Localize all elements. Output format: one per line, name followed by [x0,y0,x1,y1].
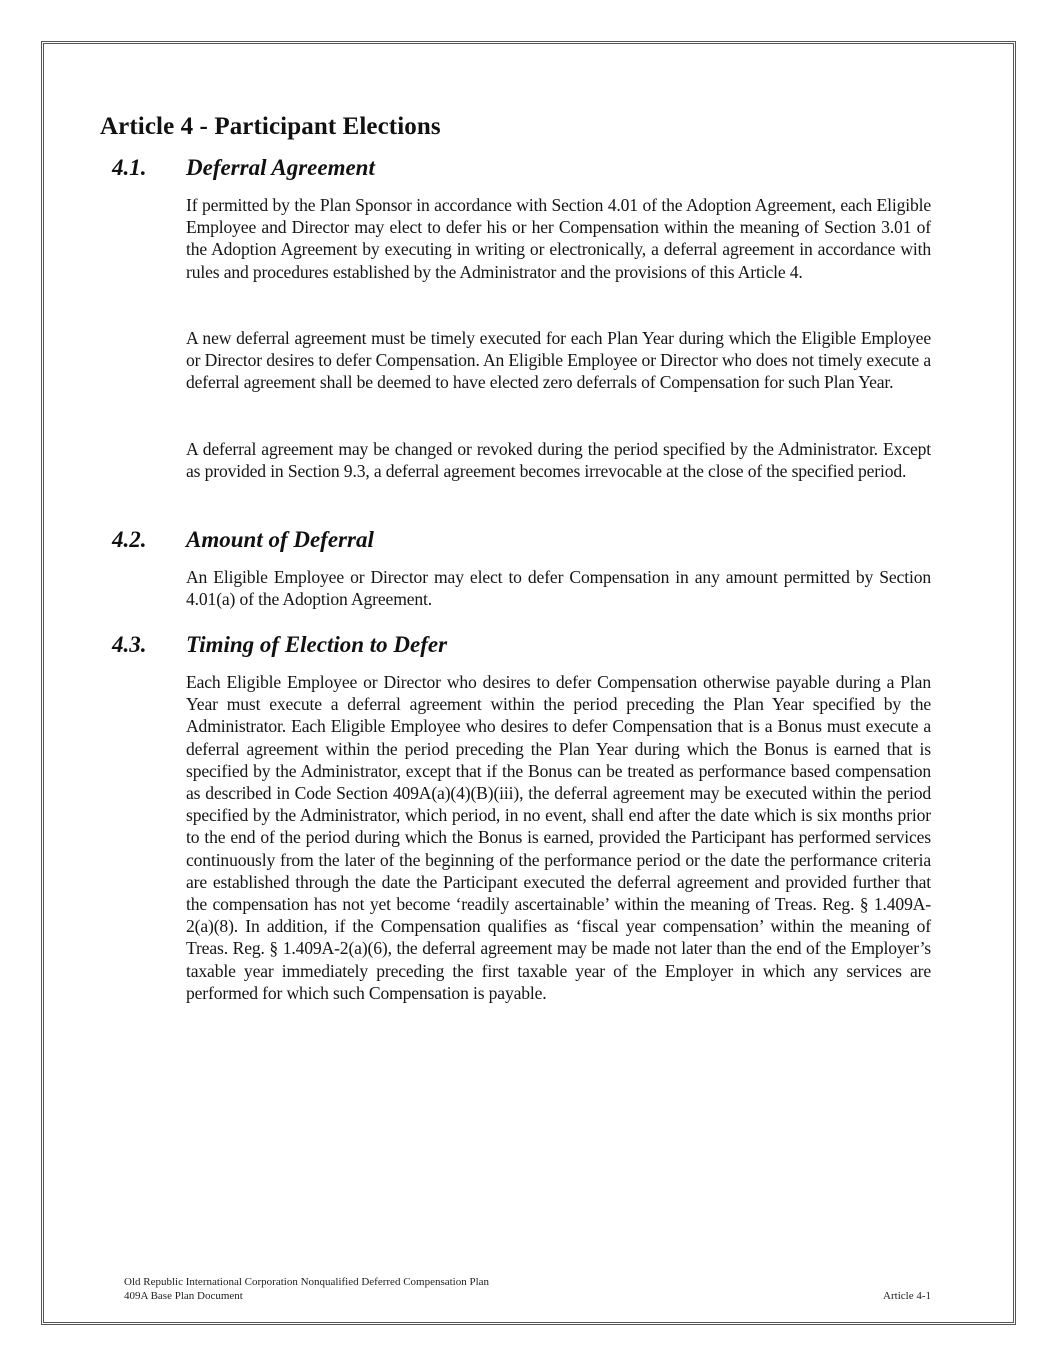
paragraph-4-2-a: An Eligible Employee or Director may elect to defer Compensation in any amount permitted by Section 4.01(a) of the Adoption Agreement. [186,567,931,610]
paragraph-4-1-a: If permitted by the Plan Sponsor in accordance with Section 4.01 of the Adoption Agreement, each Eligible Employee and Director may elect to defer his or her Compensation within the meaning of Section 3.01 of the Adoption Agreement by executing in writing or electronically, a deferral agreement in accordance with rules and procedures established by the Administrator and the provisions of this Article 4. [186,195,931,282]
document-title: Article 4 - Participant Elections [100,113,441,140]
section-number: 4.3. [112,632,147,657]
footer-plan-name: Old Republic International Corporation Nonqualified Deferred Compensation Plan [124,1276,490,1288]
section-title: Timing of Election to Defer [186,632,448,657]
footer-page-number: Article 4-1 [883,1290,931,1302]
section-number: 4.1. [112,155,147,180]
paragraph-4-3-a: Each Eligible Employee or Director who desires to defer Compensation otherwise payable during a Plan Year must execute a deferral agreement within the period preceding the Plan Year specified by the Administrator. Each Eligible Employee who desires to defer Compensation that is a Bonus must execute a deferral agreement within the period preceding the Plan Year during which the Bonus is earned that is specified by the Administrator, except that if the Bonus can be treated as performance based compensation as described in Code Section 409A(a)(4)(B)(iii), the deferral agreement may be executed within the period specified by the Administrator, which period, in no event, shall end after the date which is six months prior to the end of the period during which the Bonus is earned, provided the Participant has performed services continuously from the later of the beginning of the performance period or the date the performance criteria are established through the date the Participant executed the deferral agreement and provided further that the compensation has not yet become ‘readily ascertainable’ within the meaning of Treas. Reg. § 1.409A-2(a)(8). In addition, if the Compensation qualifies as ‘fiscal year compensation’ within the meaning of Treas. Reg. § 1.409A-2(a)(6), the deferral agreement may be made not later than the end of the Employer’s taxable year immediately preceding the first taxable year of the Employer in which any services are performed for which such Compensation is payable. [186,672,931,1003]
section-title: Deferral Agreement [186,155,375,180]
paragraph-4-1-b: A new deferral agreement must be timely executed for each Plan Year during which the Eligible Employee or Director desires to defer Compensation. An Eligible Employee or Director who does not timely execute a deferral agreement shall be deemed to have elected zero deferrals of Compensation for such Plan Year. [186,328,931,393]
paragraph-4-1-c: A deferral agreement may be changed or revoked during the period specified by the Administrator. Except as provided in Section 9.3, a deferral agreement becomes irrevocable at the close of the specified period. [186,439,931,482]
footer-document-info [124,1276,489,1303]
section-number: 4.2. [112,527,147,552]
footer-document-type: 409A Base Plan Document [124,1289,243,1302]
section-title: Amount of Deferral [186,527,374,552]
